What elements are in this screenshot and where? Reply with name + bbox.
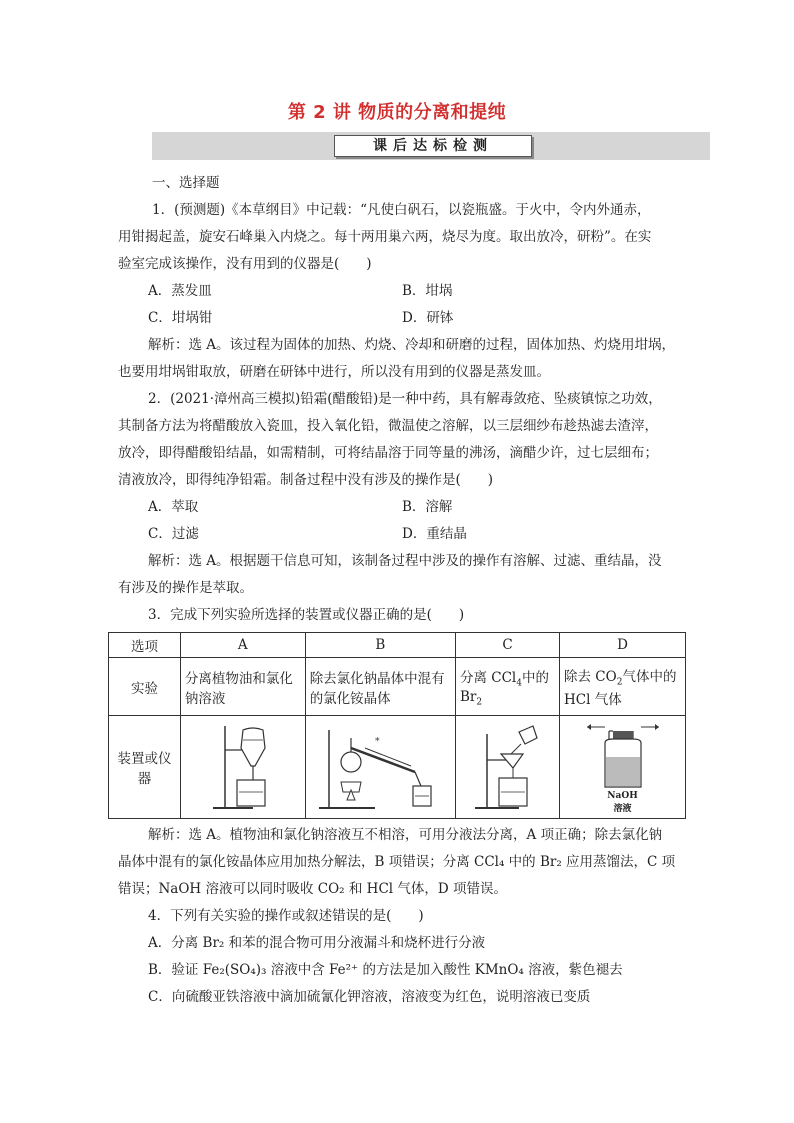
q3-answer-line1: 解析：选 A。植物油和氯化钠溶液互不相溶，可用分液法分离，A 项正确；除去氯化钠 — [148, 827, 663, 843]
q1-option-b: B．坩埚 — [402, 283, 453, 299]
svg-text:*: * — [375, 737, 380, 747]
q1-stem-line1: 1．(预测题)《本草纲目》中记载：“凡使白矾石，以瓷瓶盛。于火中，令内外通赤， — [152, 202, 651, 218]
q2-option-c: C．过滤 — [148, 526, 199, 542]
table-header-c: C — [455, 633, 559, 658]
q4-option-b: B．验证 Fe₂(SO₄)₃ 溶液中含 Fe²⁺ 的方法是加入酸性 KMnO₄ 溶液，紫色褪去 — [148, 962, 623, 978]
apparatus-d-gas-washing-bottle — [560, 716, 686, 819]
naoh-solution-label: 溶液 — [613, 803, 632, 814]
q3-stem: 3．完成下列实验所选择的装置或仪器正确的是( ) — [148, 607, 465, 623]
q3-answer-line3: 错误；NaOH 溶液可以同时吸收 CO₂ 和 HCl 气体，D 项错误。 — [118, 881, 508, 897]
table-header-b: B — [305, 633, 455, 658]
q1-option-c: C．坩埚钳 — [148, 310, 213, 326]
q2-answer-line2: 有涉及的操作是萃取。 — [118, 580, 253, 596]
experiment-a: 分离植物油和氯化钠溶液 — [180, 658, 305, 716]
experiment-d: 除去 $CO_2$气体中的 HCl 气体 — [560, 658, 686, 716]
q2-option-a: A．萃取 — [148, 499, 199, 515]
q1-stem-line2: 用钳揭起盖，旋安石峰巢入内烧之。每十两用巢六两，烧尽为度。取出放冷，研粉”。在实 — [118, 229, 652, 245]
q2-stem-line2: 其制备方法为将醋酸放入瓷皿，投入氧化铅，微温使之溶解，以三层细纱布趁热滤去渣滓， — [118, 418, 658, 434]
q2-stem-line4: 清液放冷，即得纯净铅霜。制备过程中没有涉及的操作是( ) — [118, 472, 494, 488]
page-title: 第 2 讲 物质的分离和提纯 — [287, 102, 507, 123]
q4-stem: 4．下列有关实验的操作或叙述错误的是( ) — [148, 908, 424, 924]
apparatus-a-separatory-funnel — [180, 716, 305, 819]
apparatus-b-distillation — [305, 716, 455, 819]
section-banner — [152, 132, 710, 160]
distillation-icon — [315, 720, 445, 814]
section-heading: 一、选择题 — [152, 175, 220, 191]
q2-stem-line1: 2．(2021·漳州高三模拟)铅霜(醋酸铅)是一种中药，具有解毒敛疮、坠痰镇惊之功效， — [148, 391, 662, 407]
table-header-d: D — [560, 633, 686, 658]
row-label-experiment: 实验 — [109, 658, 181, 716]
q4-option-a: A．分离 Br₂ 和苯的混合物可用分液漏斗和烧杯进行分液 — [148, 935, 486, 951]
apparatus-c-filtration — [455, 716, 559, 819]
q4-option-c: C．向硫酸亚铁溶液中滴加硫氰化钾溶液，溶液变为红色，说明溶液已变质 — [148, 989, 591, 1005]
q2-stem-line3: 放冷，即得醋酸铅结晶，如需精制，可将结晶溶于同等量的沸汤，滴醋少许，过七层细布； — [118, 445, 658, 461]
q3-table — [108, 632, 686, 819]
row-label-apparatus: 装置或仪器 — [109, 716, 181, 819]
q1-option-a: A．蒸发皿 — [148, 283, 212, 299]
q1-option-d: D．研钵 — [402, 310, 454, 326]
gas-washing-bottle-icon — [573, 721, 673, 791]
q3-answer-line2: 晶体中混有的氯化铵晶体应用加热分解法，B 项错误；分离 CCl₄ 中的 Br₂ 应用蒸馏法，C 项 — [118, 854, 676, 870]
table-header-a: A — [180, 633, 305, 658]
q1-stem-line3: 验室完成该操作，没有用到的仪器是( ) — [118, 256, 372, 272]
q1-answer-line2: 也要用坩埚钳取放，研磨在研钵中进行，所以没有用到的仪器是蒸发皿。 — [118, 364, 550, 380]
separatory-funnel-icon — [203, 720, 283, 814]
q2-answer-line1: 解析：选 A。根据题干信息可知，该制备过程中涉及的操作有溶解、过滤、重结晶，没 — [148, 553, 662, 569]
q1-answer-line1: 解析：选 A。该过程为固体的加热、灼烧、冷却和研磨的过程，固体加热、灼烧用坩埚， — [148, 337, 676, 353]
experiment-b: 除去氯化钠晶体中混有的氯化铵晶体 — [305, 658, 455, 716]
q2-option-d: D．重结晶 — [402, 526, 467, 542]
q2-option-b: B．溶解 — [402, 499, 453, 515]
filtration-icon — [467, 720, 547, 814]
banner-label: 课后达标检测 — [334, 135, 532, 157]
table-header-option: 选项 — [109, 633, 181, 658]
naoh-label: NaOH — [607, 790, 638, 801]
experiment-c: 分离 CCl$_4$中的 $Br_2$ — [455, 658, 559, 716]
